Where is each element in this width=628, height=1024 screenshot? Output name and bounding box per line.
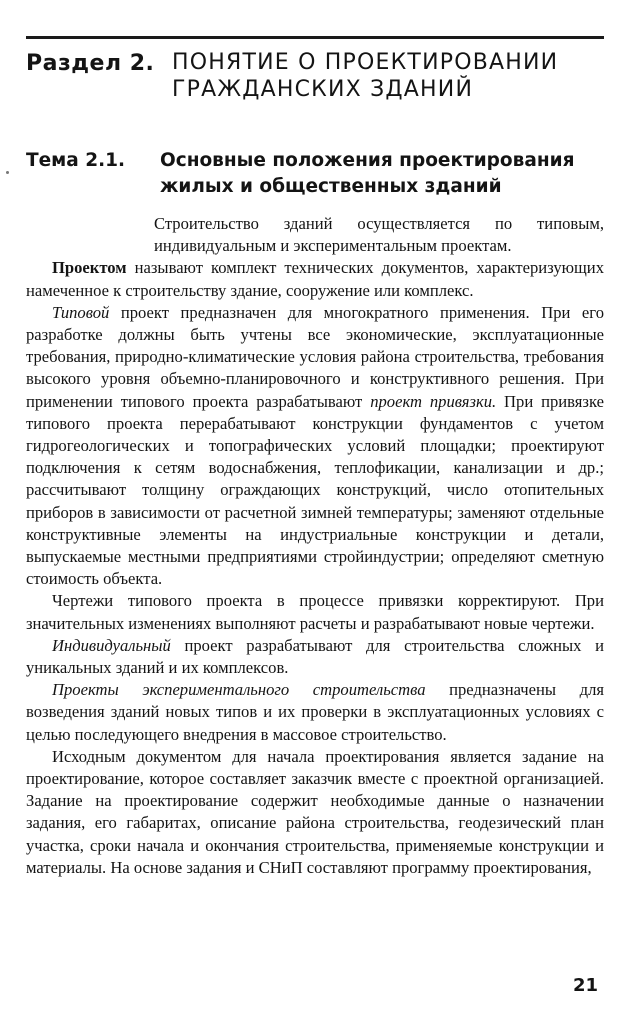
term-experimental: Проекты экспериментального строительства	[52, 680, 426, 700]
margin-dot	[6, 171, 9, 174]
section-label: Раздел 2.	[26, 51, 155, 76]
topic-number: Тема 2.1.	[26, 150, 126, 171]
paragraph-7	[26, 746, 604, 879]
paragraph-3-text-b: При привязке типового проекта перерабатывают конструкции фундаментов с учетом гидрогеологических и топографических условий площадки; проектируют подключения к сетям водоснабжения, теплофикации, канализации и др.; рассчитывают толщину ограждающих конструкций, число отопительных приборов в зависимости от расчетной зимней температуры; заменяют отдельные конструктивные элементы на индустриальные конструкции и детали, выпускаемые местными предприятиями стройиндустрии; определяют сметную стоимость объекта.	[26, 391, 604, 589]
term-individual: Индивидуальный	[52, 635, 171, 655]
term-typical: Типовой	[52, 302, 110, 322]
paragraph-5-text: проект разрабатывают для строительства сложных и уникальных зданий и их комплексов.	[26, 635, 604, 678]
section-header	[26, 36, 604, 109]
paragraph-6-text: предназначены для возведения зданий новых типов и их проверки в эксплуатационных условиях с целью последующего внедрения в массовое строительство.	[26, 680, 605, 744]
topic-title-line-2: жилых и общественных зданий	[160, 176, 502, 197]
term-project: Проектом	[52, 258, 127, 278]
section-name-line-2: ГРАЖДАНСКИХ ЗДАНИЙ	[172, 77, 474, 102]
paragraph-4	[26, 590, 604, 634]
paragraph-2-text: называют комплект технических документов, характеризующих намеченное к строительству здание, сооружение или комплекс.	[26, 258, 604, 300]
paragraph-7-text: Исходным документом для начала проектирования является задание на проектирование, которое составляет заказчик вместе с проектной организацией. Задание на проектирование содержит необходимые данные о назначении задания, его габаритах, описание района строительства, геодезический план участка, сроки начала и окончания строительства, применяемые конструкции и материалы. На основе задания и СНиП составляют программу проектирования,	[26, 746, 604, 877]
section-top-rule	[26, 36, 604, 39]
page-number: 21	[572, 975, 598, 996]
paragraph-1	[26, 213, 604, 257]
paragraph-1-text: Строительство зданий осуществляется по типовым, индивидуальным и экспериментальным проектам.	[154, 214, 604, 256]
body-text	[26, 213, 604, 879]
paragraph-3	[26, 302, 604, 591]
section-name-line-1: ПОНЯТИЕ О ПРОЕКТИРОВАНИИ	[172, 50, 559, 75]
paragraph-5	[26, 635, 604, 679]
term-binding-project: проект привязки.	[370, 391, 497, 411]
paragraph-6	[26, 679, 604, 746]
paragraph-4-text: Чертежи типового проекта в процессе привязки корректируют. При значительных изменениях выполняют расчеты и разрабатывают новые чертежи.	[26, 591, 604, 633]
topic-title-line-1: Основные положения проектирования	[160, 150, 575, 171]
paragraph-2	[26, 257, 604, 301]
section-title-block	[26, 45, 604, 109]
section-name	[172, 49, 558, 103]
paragraph-3-text-a: проект предназначен для многократного применения. При его разработке должны быть учтены все экономические, эксплуатационные требования, природно-климатические условия района строительства, требования высокого уровня объемно-планировочного и конструктивного решения. При применении типового проекта разрабатывают	[26, 302, 604, 411]
topic-title	[160, 148, 574, 200]
